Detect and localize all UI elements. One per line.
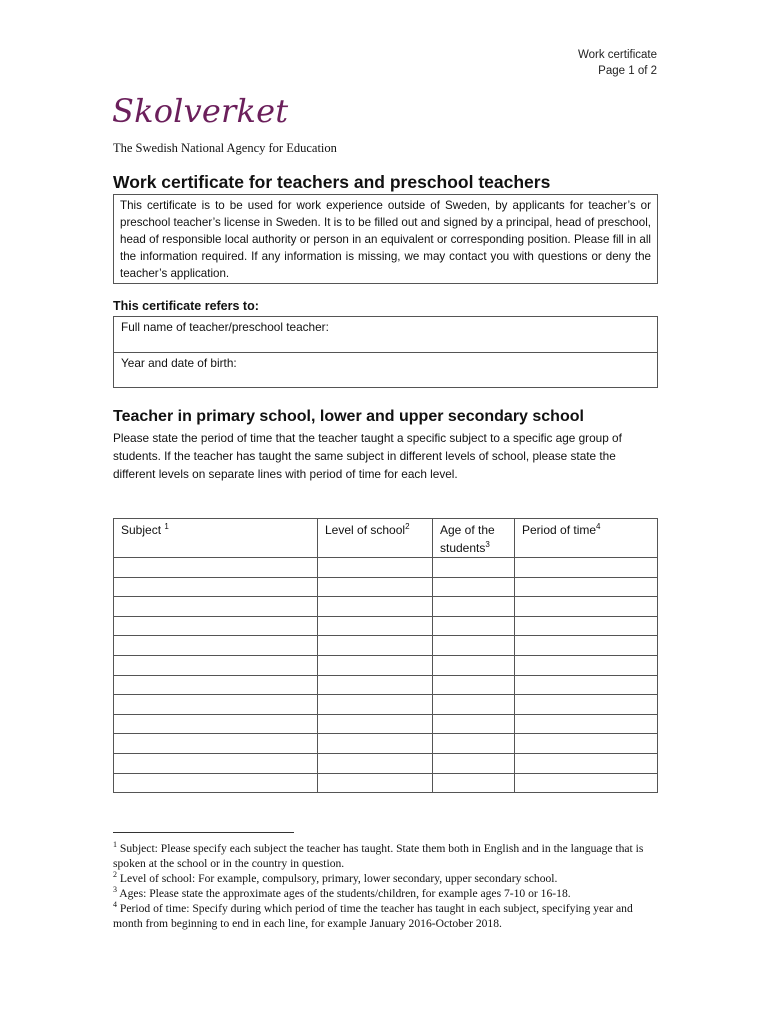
table-cell-age[interactable] bbox=[433, 695, 515, 715]
footnote-ref: 1 bbox=[164, 522, 169, 531]
table-cell-level[interactable] bbox=[318, 734, 433, 754]
footnote-text: Subject: Please specify each subject the teacher has taught. State them both in English and in the language that is spoken at the school or in the country in question. bbox=[113, 842, 644, 870]
refers-box bbox=[113, 316, 658, 388]
table-cell-subject[interactable] bbox=[114, 655, 318, 675]
table-cell-period[interactable] bbox=[515, 675, 658, 695]
footnote-2 bbox=[113, 871, 658, 886]
birth-date-field[interactable]: Year and date of birth: bbox=[114, 352, 657, 387]
page-header bbox=[578, 47, 657, 79]
table-cell-period[interactable] bbox=[515, 655, 658, 675]
footnote-divider bbox=[113, 832, 294, 833]
table-cell-subject[interactable] bbox=[114, 734, 318, 754]
table-cell-level[interactable] bbox=[318, 675, 433, 695]
table-cell-subject[interactable] bbox=[114, 616, 318, 636]
footnote-ref: 2 bbox=[405, 522, 410, 531]
footnote-4 bbox=[113, 901, 658, 931]
table-cell-age[interactable] bbox=[433, 734, 515, 754]
table-cell-age[interactable] bbox=[433, 577, 515, 597]
table-cell-age[interactable] bbox=[433, 675, 515, 695]
table-cell-subject[interactable] bbox=[114, 753, 318, 773]
table-row bbox=[114, 655, 658, 675]
table-row bbox=[114, 734, 658, 754]
table-cell-level[interactable] bbox=[318, 773, 433, 793]
footnote-text: Level of school: For example, compulsory, primary, lower secondary, upper secondary school. bbox=[117, 872, 558, 885]
column-header-level bbox=[318, 519, 433, 558]
table-cell-period[interactable] bbox=[515, 695, 658, 715]
column-label: Level of school bbox=[325, 523, 406, 537]
column-header-period bbox=[515, 519, 658, 558]
footnote-text: Period of time: Specify during which period of time the teacher has taught in each subject, specifying year and month from beginning to end in each line, for example January 2016-October 2018. bbox=[113, 902, 633, 930]
table-cell-subject[interactable] bbox=[114, 675, 318, 695]
footnote-number: 3 bbox=[113, 885, 117, 895]
footnote-number: 2 bbox=[113, 870, 117, 880]
column-label: Period of time bbox=[522, 523, 597, 537]
table-cell-level[interactable] bbox=[318, 577, 433, 597]
table-cell-level[interactable] bbox=[318, 695, 433, 715]
table-row bbox=[114, 773, 658, 793]
table-cell-level[interactable] bbox=[318, 655, 433, 675]
section-description: Please state the period of time that the teacher taught a specific subject to a specific age group of students. If the teacher has taught the same subject in different levels of school, please state the different levels on separate lines with period of time for each level. bbox=[113, 431, 622, 481]
table-cell-period[interactable] bbox=[515, 773, 658, 793]
full-name-field[interactable]: Full name of teacher/preschool teacher: bbox=[121, 320, 329, 334]
table-cell-subject[interactable] bbox=[114, 577, 318, 597]
intro-box: This certificate is to be used for work experience outside of Sweden, by applicants for teacher’s or preschool teacher’s license in Sweden. It is to be filled out and signed by a principal, head of preschool, head of responsible local authority or person in an equivalent or corresponding position. Please fill in all the information required. If any information is missing, we may contact you with questions or deny the teacher’s application. bbox=[113, 194, 658, 284]
table-cell-subject[interactable] bbox=[114, 597, 318, 617]
table-row bbox=[114, 558, 658, 578]
table-cell-period[interactable] bbox=[515, 714, 658, 734]
table-cell-age[interactable] bbox=[433, 616, 515, 636]
footnote-number: 1 bbox=[113, 840, 117, 850]
table-row bbox=[114, 753, 658, 773]
footnote-ref: 3 bbox=[485, 540, 490, 549]
table-cell-subject[interactable] bbox=[114, 558, 318, 578]
footnote-ref: 4 bbox=[596, 522, 601, 531]
table-row bbox=[114, 675, 658, 695]
table-cell-age[interactable] bbox=[433, 558, 515, 578]
skolverket-logo: Skolverket bbox=[112, 92, 289, 130]
table-cell-period[interactable] bbox=[515, 597, 658, 617]
column-label: Subject bbox=[121, 523, 165, 537]
document-name: Work certificate bbox=[577, 49, 657, 61]
column-header-age bbox=[433, 519, 515, 558]
column-label: Age of the students bbox=[440, 523, 495, 555]
section-heading: Teacher in primary school, lower and upper secondary school bbox=[113, 408, 584, 425]
table-cell-age[interactable] bbox=[433, 714, 515, 734]
footnotes bbox=[113, 841, 658, 931]
page-indicator: Page 1 of 2 bbox=[598, 65, 657, 77]
table-cell-subject[interactable] bbox=[114, 773, 318, 793]
table-row bbox=[114, 695, 658, 715]
footnote-1 bbox=[113, 841, 658, 871]
table-row bbox=[114, 714, 658, 734]
table-row bbox=[114, 616, 658, 636]
table-cell-level[interactable] bbox=[318, 636, 433, 656]
document-title: Work certificate for teachers and preschool teachers bbox=[113, 172, 551, 192]
table-cell-period[interactable] bbox=[515, 734, 658, 754]
table-row bbox=[114, 577, 658, 597]
table-row bbox=[114, 636, 658, 656]
table-cell-period[interactable] bbox=[515, 753, 658, 773]
table-cell-age[interactable] bbox=[433, 655, 515, 675]
table-cell-age[interactable] bbox=[433, 597, 515, 617]
table-cell-level[interactable] bbox=[318, 597, 433, 617]
table-header-row bbox=[114, 519, 658, 558]
table-cell-subject[interactable] bbox=[114, 714, 318, 734]
table-cell-age[interactable] bbox=[433, 773, 515, 793]
table-cell-subject[interactable] bbox=[114, 695, 318, 715]
footnote-3 bbox=[113, 886, 658, 901]
table-cell-age[interactable] bbox=[433, 753, 515, 773]
footnote-text: Ages: Please state the approximate ages of the students/children, for example ages 7-10 or 16-18. bbox=[117, 887, 571, 900]
refers-heading: This certificate refers to: bbox=[113, 299, 259, 313]
table-cell-subject[interactable] bbox=[114, 636, 318, 656]
agency-name: The Swedish National Agency for Education bbox=[113, 141, 337, 155]
column-header-subject bbox=[114, 519, 318, 558]
table-cell-age[interactable] bbox=[433, 636, 515, 656]
table-cell-level[interactable] bbox=[318, 558, 433, 578]
table-cell-period[interactable] bbox=[515, 558, 658, 578]
table-cell-period[interactable] bbox=[515, 616, 658, 636]
footnote-number: 4 bbox=[113, 900, 117, 910]
table-cell-period[interactable] bbox=[515, 636, 658, 656]
table-cell-level[interactable] bbox=[318, 753, 433, 773]
table-row bbox=[114, 597, 658, 617]
table-cell-period[interactable] bbox=[515, 577, 658, 597]
table-cell-level[interactable] bbox=[318, 616, 433, 636]
table-cell-level[interactable] bbox=[318, 714, 433, 734]
subjects-table bbox=[113, 518, 658, 793]
